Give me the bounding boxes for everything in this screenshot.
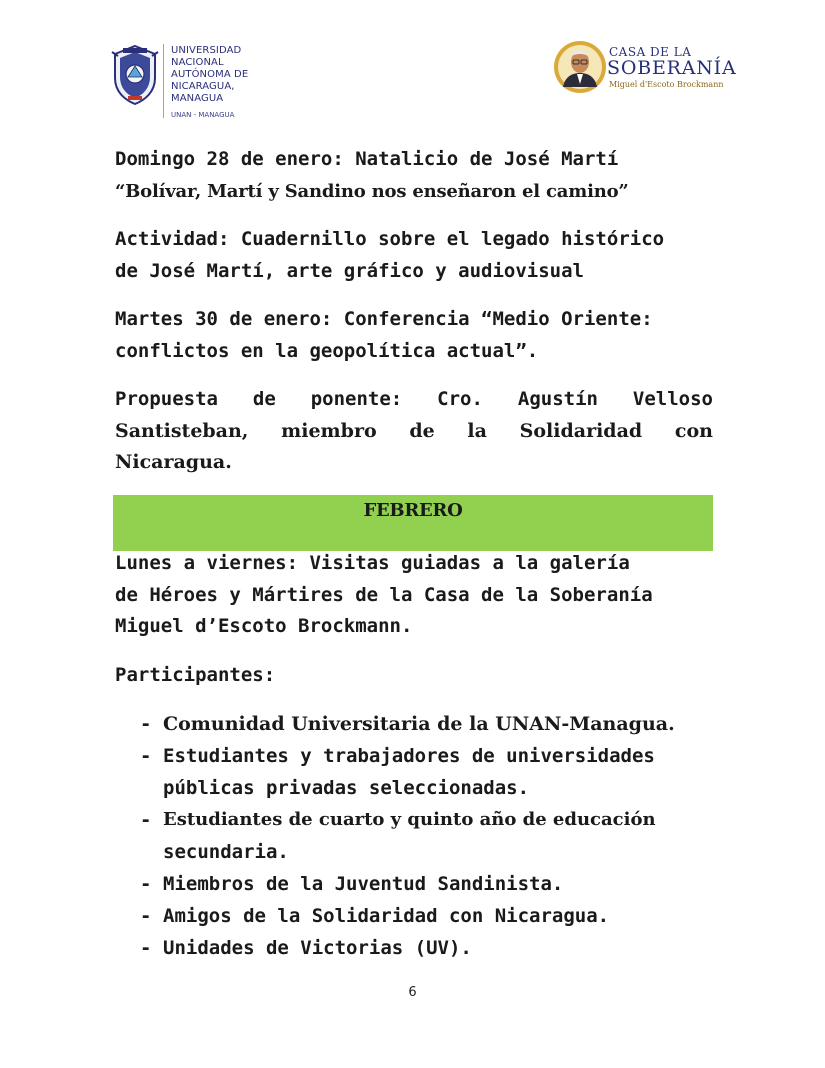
text-line: Estudiantes de cuarto y quinto año de educación — [163, 809, 656, 830]
text-line: “Bolívar, Martí y Sandino nos enseñaron el camino” — [115, 180, 629, 202]
list-item — [140, 740, 720, 804]
casa-name-line1: CASA DE LA — [609, 45, 692, 59]
month-title: FEBRERO — [363, 500, 463, 521]
list-dash: - — [140, 713, 152, 735]
text-line: Miguel d’Escoto Brockmann. — [115, 615, 413, 637]
january-section — [115, 144, 713, 496]
participants-label — [115, 660, 713, 692]
conference-paragraph — [115, 304, 713, 367]
text-line: secundaria. — [163, 841, 289, 863]
text-line: Miembros de la Juventud Sandinista. — [163, 873, 564, 895]
word: de — [409, 419, 435, 442]
text-line — [115, 384, 713, 416]
list-item-text — [163, 932, 720, 964]
casa-name-line2: SOBERANÍA — [607, 57, 737, 79]
list-item — [140, 708, 720, 740]
word: Santisteban, — [115, 419, 249, 442]
participants-list — [140, 708, 720, 964]
visits-paragraph — [115, 548, 713, 643]
text-line: Lunes a viernes: Visitas guiadas a la galería — [115, 552, 630, 574]
text-line: de Héroes y Mártires de la Casa de la Soberanía — [115, 583, 653, 606]
text-line: Estudiantes y trabajadores de universidades — [163, 745, 655, 767]
text-line: Martes 30 de enero: Conferencia “Medio Oriente: — [115, 308, 653, 330]
text-line: Unidades de Victorias (UV). — [163, 937, 472, 959]
unan-name-line: AUTÓNOMA DE — [171, 69, 249, 80]
header-divider — [163, 44, 164, 118]
text-line: Comunidad Universitaria de la UNAN-Managua. — [163, 713, 675, 735]
page-number: 6 — [408, 985, 417, 1000]
february-section — [115, 548, 713, 708]
text-line: Nicaragua. — [115, 451, 232, 473]
unan-name — [171, 45, 248, 105]
text-line: públicas privadas seleccionadas. — [163, 777, 530, 799]
list-dash: - — [140, 745, 152, 767]
text-line: conflictos en la geopolítica actual”. — [115, 339, 539, 362]
word: de — [252, 388, 276, 410]
word: miembro — [281, 419, 377, 442]
unan-abbreviation: UNAN - MANAGUA — [171, 111, 235, 119]
speaker-paragraph — [115, 384, 713, 479]
month-banner — [113, 495, 713, 551]
text-line — [115, 416, 713, 448]
list-dash: - — [140, 937, 152, 959]
word: Cro. — [437, 388, 483, 410]
list-item — [140, 868, 720, 900]
word: Velloso — [632, 388, 713, 410]
unan-seal-icon — [110, 44, 160, 106]
unan-name-line: MANAGUA — [171, 93, 224, 104]
word: ponente: — [310, 388, 403, 410]
unan-name-line: UNIVERSIDAD — [171, 45, 242, 56]
text-line: Domingo 28 de enero: Natalicio de José Martí — [115, 148, 619, 170]
list-item-text — [163, 900, 720, 932]
list-item-text — [163, 804, 720, 868]
word: Solidaridad — [519, 419, 643, 442]
text-line: Amigos de la Solidaridad con Nicaragua. — [163, 905, 610, 927]
list-item — [140, 932, 720, 964]
event-paragraph — [115, 144, 713, 207]
activity-paragraph — [115, 224, 713, 287]
list-item-text — [163, 868, 720, 900]
text-line: de José Martí, arte gráfico y audiovisual — [115, 259, 584, 282]
list-item-text — [163, 708, 720, 740]
page-header — [0, 0, 825, 125]
list-dash: - — [140, 873, 152, 895]
word: con — [674, 419, 713, 442]
list-item — [140, 900, 720, 932]
list-dash: - — [140, 809, 152, 831]
word: Agustín — [517, 388, 598, 410]
list-dash: - — [140, 905, 152, 927]
casa-soberania-portrait-icon — [553, 40, 607, 94]
text-line: Participantes: — [115, 663, 276, 686]
list-item — [140, 804, 720, 868]
unan-name-line: NACIONAL — [171, 57, 224, 68]
word: Propuesta — [115, 388, 218, 410]
text-line: Actividad: Cuadernillo sobre el legado histórico — [115, 228, 665, 250]
list-item-text — [163, 740, 720, 804]
unan-name-line: NICARAGUA, — [171, 81, 235, 92]
casa-name-line3: Miguel d'Escoto Brockmann — [609, 80, 724, 89]
word: la — [467, 419, 487, 442]
